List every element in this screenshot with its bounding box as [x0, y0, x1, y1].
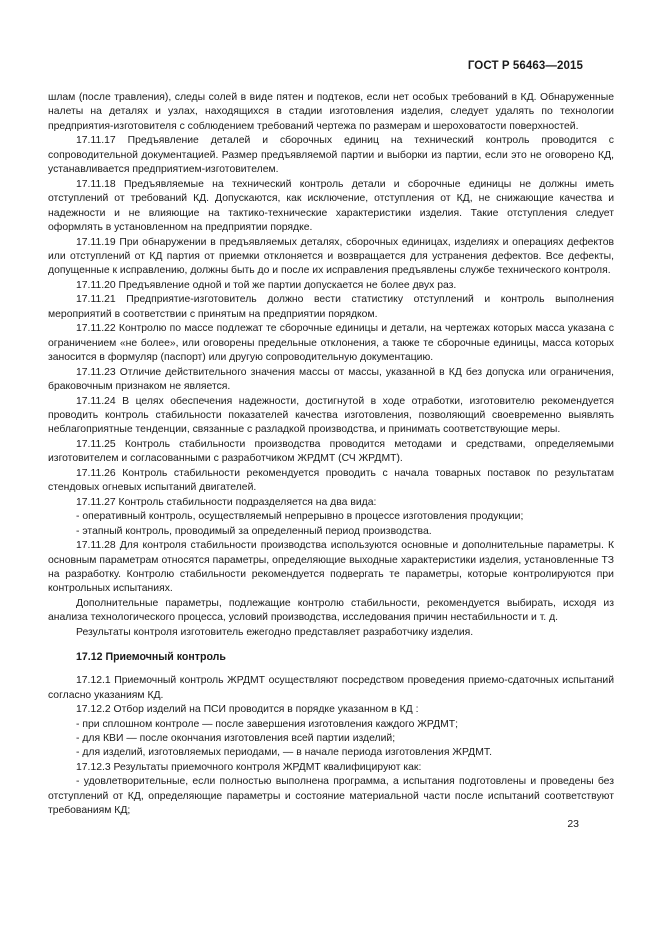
paragraph: 17.11.22 Контролю по массе подлежат те сборочные единицы и детали, на чертежах которых масса указана с ограничением «не более», или оговорены предельные отклонения, а также те сборочные единицы, масса которых заносится в формуляр (паспорт) или другую сопроводительную документацию.	[48, 323, 614, 364]
paragraph: 17.11.24 В целях обеспечения надежности, достигнутой в ходе отработки, изготовителю рекомендуется проводить контроль стабильности показателей качества изготовления, позволяющий своевременно выявлять неблагоприятные тенденции, связанные с разладкой производства, и принимать соответствующие меры.	[48, 395, 614, 436]
paragraph: - при сплошном контроле — после завершения изготовления каждого ЖРДМТ;	[76, 718, 458, 730]
paragraph: 17.11.27 Контроль стабильности подразделяется на два вида:	[76, 496, 377, 508]
paragraph: - оперативный контроль, осуществляемый непрерывно в процессе изготовления продукции;	[76, 511, 524, 523]
paragraph: 17.11.21 Предприятие-изготовитель должно вести статистику отступлений и контроль выполнения мероприятий в соответствии с принятым на предприятии порядком.	[48, 294, 614, 320]
paragraph: - этапный контроль, проводимый за определенный период производства.	[76, 525, 432, 537]
paragraph: 17.11.26 Контроль стабильности рекомендуется проводить с начала товарных поставок по результатам стендовых огневых испытаний двигателей.	[48, 467, 614, 494]
paragraph: 17.11.25 Контроль стабильности производства проводится методами и средствами, определяемыми изготовителем и согласованными с разработчиком ЖРДМТ (СЧ ЖРДМТ).	[48, 438, 614, 465]
paragraph: - для изделий, изготовляемых периодами, — в начале периода изготовления ЖРДМТ.	[76, 747, 492, 759]
section-heading: 17.12 Приемочный контроль	[76, 651, 226, 664]
paragraph: Результаты контроля изготовитель ежегодно представляет разработчику изделия.	[76, 626, 474, 638]
page-body	[48, 91, 614, 819]
standard-header: ГОСТ Р 56463—2015	[467, 60, 583, 72]
paragraph: Дополнительные параметры, подлежащие контролю стабильности, рекомендуется выбирать, исходя из анализа технологического процесса, условий производства, исследования причин нестабильности и т. д.	[48, 597, 614, 624]
paragraph: - для КВИ — после окончания изготовления всей партии изделий;	[76, 733, 396, 745]
paragraph: - удовлетворительные, если полностью выполнена программа, а испытания подготовлены и проведены без отступлений от КД, определяющие параметры и состояние материальной части после испытаний соответствуют требованиям КД;	[48, 776, 614, 817]
paragraph: 17.12.3 Результаты приемочного контроля ЖРДМТ квалифицируют как:	[76, 761, 422, 773]
paragraph: 17.11.17 Предъявление деталей и сборочных единиц на технический контроль проводится с сопроводительной документацией. Размер предъявляемой партии и выборки из партии, если это не оговорено КД, устанавливается предприятием-изготовителем.	[48, 135, 614, 176]
paragraph: 17.11.28 Для контроля стабильности производства используются основные и дополнительные параметры. К основным параметрам относятся параметры, определяющие выходные характеристики изделия, установленные ТЗ на разработку. Контролю стабильности рекомендуется подвергать те параметры, которые контролируются при контрольных испытаниях.	[48, 540, 614, 595]
page-number: 23	[567, 818, 579, 830]
paragraph: 17.11.23 Отличие действительного значения массы от массы, указанной в КД без допуска или ограничения, браковочным признаком не является.	[48, 366, 614, 393]
paragraph: 17.11.18 Предъявляемые на технический контроль детали и сборочные единицы не должны иметь отступлений от требований КД. Допускаются, как исключение, отступления от КД, не снижающие качества и надежности и не влияющие на тактико-технические характеристики изделия. Такие отступления следует оформлять в установленном на предприятии порядке.	[48, 178, 614, 234]
paragraph: 17.11.19 При обнаружении в предъявляемых деталях, сборочных единицах, изделиях и операциях дефектов или отступлений от КД партия от приемки отклоняется и возвращается для устранения дефектов. Все дефекты, допущенные к исправлению, должны быть до и после их исправления предъявлены службе технического контроля.	[48, 236, 614, 277]
paragraph: шлам (после травления), следы солей в виде пятен и подтеков, если нет особых требований в КД. Обнаруженные налеты на деталях и узлах, находящихся в стадии изготовления изделия, следует удалять по технологии предприятия-изготовителя с соблюдением требований чертежа по размерам и шероховатости поверхностей.	[48, 92, 614, 132]
paragraphs-before	[48, 91, 614, 640]
paragraph: 17.11.20 Предъявление одной и той же партии допускается не более двух раз.	[76, 279, 457, 291]
paragraph: 17.12.1 Приемочный контроль ЖРДМТ осуществляют посредством проведения приемо-сдаточных испытаний согласно указаниям КД.	[48, 675, 614, 701]
paragraph: 17.12.2 Отбор изделий на ПСИ проводится в порядке указанном в КД :	[76, 704, 419, 716]
paragraphs-after	[48, 674, 614, 819]
